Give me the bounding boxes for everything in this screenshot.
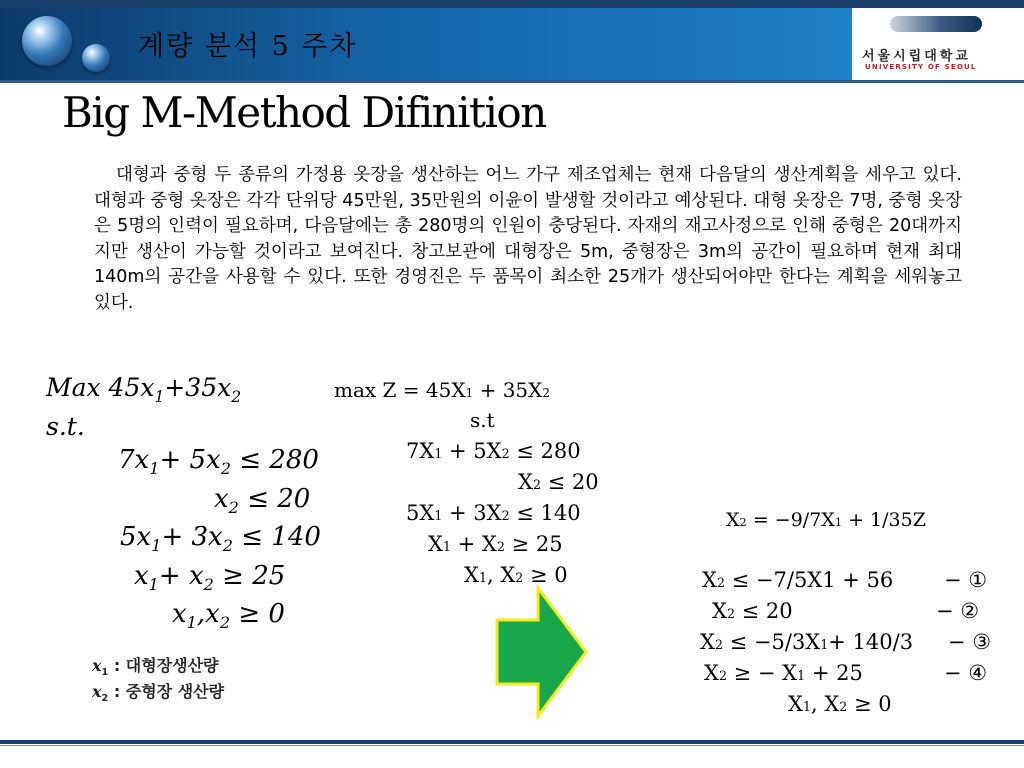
university-logo-icon	[890, 16, 982, 32]
middle-constraint-2: X2 ≤ 20	[518, 470, 599, 494]
isoprofit-line: X2 = −9/7X1 + 1/35Z	[726, 509, 926, 531]
middle-constraint-4: X1 + X2 ≥ 25	[428, 532, 563, 556]
problem-description	[94, 163, 962, 316]
right-constraint-2-tag: − ②	[936, 599, 980, 623]
left-constraint-4: $x_1+ x_2 \ge 25$	[134, 561, 286, 595]
problem-text: 대형과 중형 두 종류의 가정용 옷장을 생산하는 어느 가구 제조업체는 현재 다음달의 생산계획을 세우고 있다. 대형과 중형 옷장은 각각 단위당 45만원, 35만원의 이윤이 발생할 것이라고 예상된다. 대형 옷장은 7명, 중형 옷장은 5명의 인력이 필요하며, 다음달에는 총 280명의 인원이 충당된다. 자재의 재고사정으로 인해 중형은 20대까지지만 생산이 가능할 것이라고 보여진다. 창고보관에 대형장은 5m, 중형장은 3m의 공간이 필요하며 현재 최대 140m의 공간을 사용할 수 있다. 또한 경영진은 두 품목이 최소한 25개가 생산되어야만 한다는 계획을 세워놓고 있다.	[94, 165, 962, 313]
slide-title: Big M-Method Difinition	[62, 88, 546, 137]
globe-icon	[22, 16, 72, 66]
left-constraint-2: $x_2 \le 20$	[214, 484, 311, 518]
university-name: 서울시립대학교	[862, 49, 971, 64]
middle-constraint-3: 5X1 + 3X2 ≤ 140	[406, 501, 581, 525]
right-constraint-3: X2 ≤ −5/3X1+ 140/3	[700, 630, 914, 654]
right-constraint-4-tag: − ④	[944, 661, 988, 685]
left-objective: Max $45x_1+35x_2$	[46, 373, 242, 406]
header-title: 계량 분석 5 주차	[138, 31, 358, 62]
university-name-english: UNIVERSITY OF SEOUL	[865, 63, 977, 71]
right-constraint-1-tag: − ①	[944, 568, 988, 592]
right-constraint-2: X2 ≤ 20	[712, 599, 793, 623]
small-globe-icon	[82, 44, 110, 72]
right-constraint-3-tag: − ③	[948, 630, 992, 654]
middle-st-label: s.t	[470, 408, 495, 432]
right-constraint-4: X2 ≥ − X1 + 25	[704, 661, 863, 685]
left-constraint-3: $5x_1+ 3x_2 \le 140$	[120, 522, 321, 556]
right-constraint-5: X1, X2 ≥ 0	[788, 692, 892, 716]
header-banner	[0, 8, 852, 80]
legend-x1: $x_1$ : 대형장생산량	[92, 656, 219, 679]
right-constraint-1: X2 ≤ −7/5X1 + 56	[702, 568, 894, 592]
middle-constraint-1: 7X1 + 5X2 ≤ 280	[406, 439, 581, 463]
left-constraint-5: $x_1,x_2 \ge 0$	[172, 599, 285, 633]
left-st-label: s.t.	[46, 412, 85, 441]
footer-line	[0, 740, 1024, 744]
top-stripe	[0, 0, 1024, 8]
middle-constraint-5: X1, X2 ≥ 0	[464, 563, 568, 587]
left-constraint-1: $7x_1+ 5x_2 \le 280$	[118, 445, 319, 479]
legend-x2: $x_2$ : 중형장 생산량	[92, 682, 225, 705]
middle-objective: max Z = 45X1 + 35X2	[334, 378, 551, 402]
header-divider	[0, 80, 1024, 83]
right-arrow-icon	[494, 584, 590, 720]
footer-line-thin	[0, 745, 1024, 746]
